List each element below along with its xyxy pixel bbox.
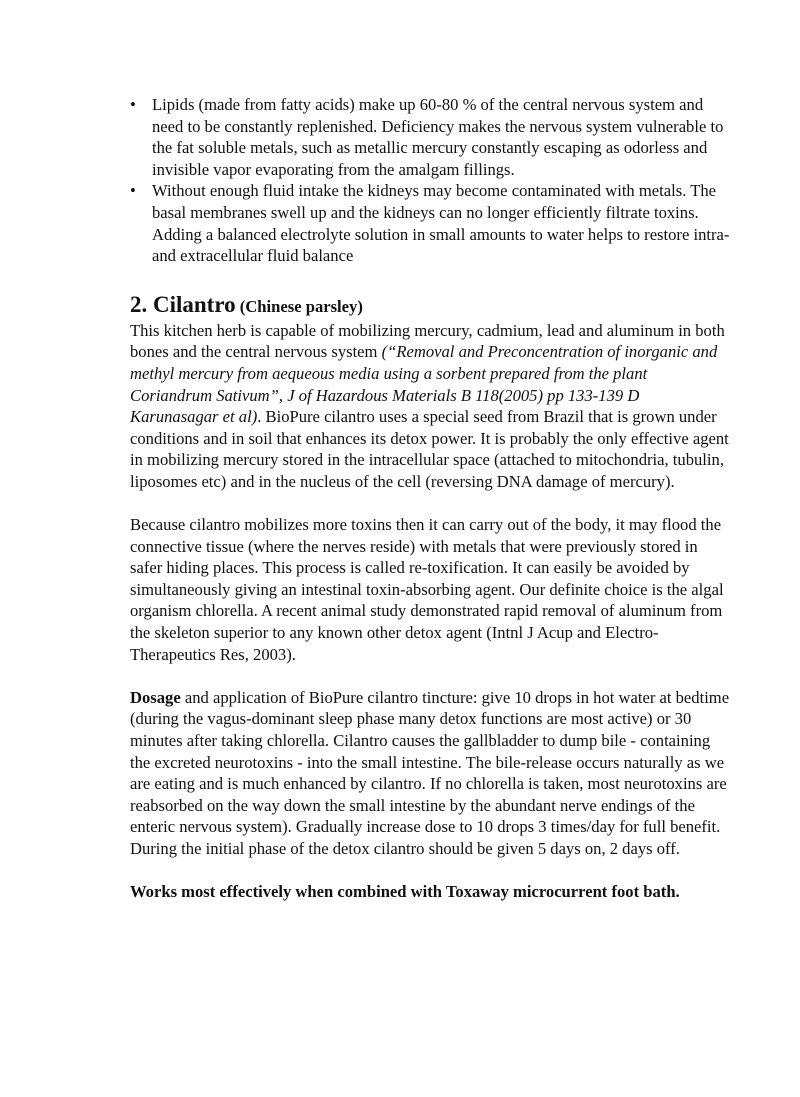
citation: (“Removal and Preconcentration of inorganic and methyl mercury from aequeous media using a sorbent prepared from the plant Coriandrum Sativum”, J of Hazardous Materials B 118(2005) pp 133-139 D Karunasagar et al): [130, 342, 718, 427]
dosage-text: and application of BioPure cilantro tincture: give 10 drops in hot water at bedtime (during the vagus-dominant sleep phase many detox functions are most active) or 30 minutes after taking chlorella. Cilantro causes the gallbladder to dump bile - containing the excreted neurotoxins - into the small intestine. The bile-release occurs naturally as we are eating and is much enhanced by cilantro. If no chlorella is taken, most neurotoxins are reabsorbed on the way down the small intestine by the abundant nerve endings of the enteric nervous system). Gradually increase dose to 10 drops 3 times/day for full benefit. During the initial phase of the detox cilantro should be given 5 days on, 2 days off.: [130, 687, 730, 858]
closing-note: Works most effectively when combined with Toxaway microcurrent foot bath.: [130, 882, 680, 902]
dosage-paragraph: [130, 687, 730, 860]
bullet-text: Lipids (made from fatty acids) make up 60-80 % of the central nervous system and need to be constantly replenished. Deficiency makes the nervous system vulnerable to the fat soluble metals, such as metallic mercury constantly escaping as odorless and invisible vapor evaporating from the amalgam fillings.: [152, 95, 724, 179]
cilantro-intro-paragraph: [130, 320, 730, 493]
intro-lead: This kitchen herb is capable of mobilizing mercury, cadmium, lead and aluminum in both bones and the central nervous system: [130, 320, 725, 362]
intro-tail: . BioPure cilantro uses a special seed from Brazil that is grown under conditions and in soil that enhances its detox power. It is probably the only effective agent in mobilizing mercury stored in the intracellular space (attached to mitochondria, tubulin, liposomes etc) and in the nucleus of the cell (reversing DNA damage of mercury).: [130, 407, 729, 491]
section-subtitle: (Chinese parsley): [239, 296, 363, 316]
bullet-icon: •: [130, 181, 136, 201]
bullet-icon: •: [130, 95, 136, 114]
bullet-text: Without enough fluid intake the kidneys may become contaminated with metals. The basal membranes swell up and the kidneys can no longer efficiently filtrate toxins. Adding a balanced electrolyte solution in small amounts to water helps to restore intra-and extracellular fluid balance: [152, 181, 730, 266]
section-heading: [130, 292, 730, 320]
list-item: [130, 180, 730, 266]
retoxification-paragraph: Because cilantro mobilizes more toxins then it can carry out of the body, it may flood the connective tissue (where the nerves reside) with metals that were previously stored in safer hiding places. This process is called re-toxification. It can easily be avoided by simultaneously giving an intestinal toxin-absorbing agent. Our definite choice is the algal organism chlorella. A recent animal study demonstrated rapid removal of aluminum from the skeleton superior to any known other detox agent (Intnl J Acup and Electro-Therapeutics Res, 2003).: [130, 515, 724, 664]
document-page: [130, 94, 730, 903]
dosage-label: Dosage: [130, 687, 181, 707]
section-title: 2. Cilantro: [130, 291, 236, 317]
list-item: [130, 94, 730, 180]
bullet-list: [130, 94, 730, 267]
